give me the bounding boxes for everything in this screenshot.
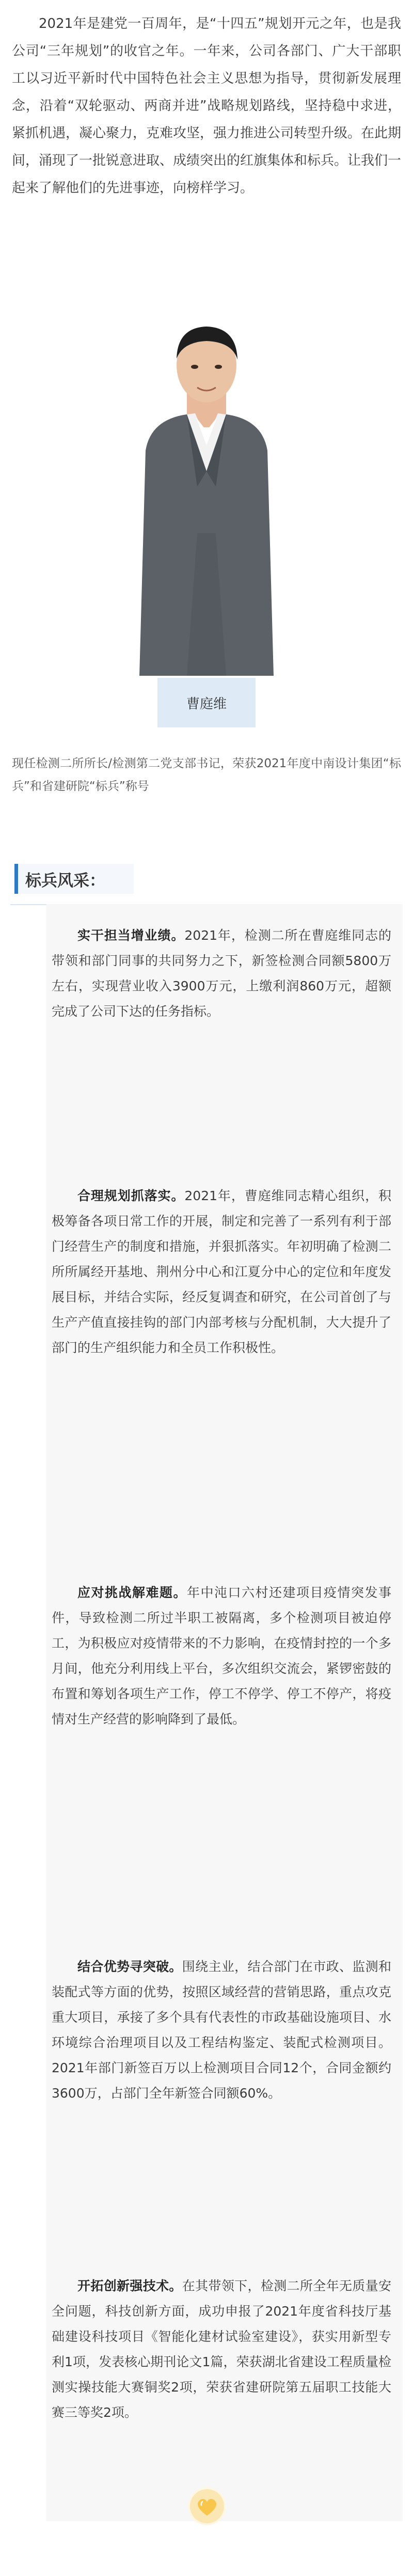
paragraph-text: 在其带领下，检测二所全年无质量安全问题，科技创新方面，成功申报了2021年度省科技厅基础建设科技项目《智能化建材试验室建设》，获实用新型专利1项，发表核心期刊论文1篇，荣获湖北省建设工程质量检测实操技能大赛铜奖2项，荣获省建研院第五届职工技能大赛三等奖2项。 xyxy=(52,2278,391,2420)
person-name: 曹庭维 xyxy=(186,696,227,712)
paragraph-performance xyxy=(52,923,391,1024)
heart-icon[interactable] xyxy=(187,2486,227,2526)
portrait-photo xyxy=(135,316,278,676)
paragraph-lead: 开拓创新强技术。 xyxy=(77,2278,182,2293)
section-tab xyxy=(14,864,134,894)
name-card xyxy=(157,678,256,727)
paragraph-lead: 结合优势寻突破。 xyxy=(77,1959,182,1974)
paragraph-lead: 实干担当增业绩。 xyxy=(77,928,185,943)
profile-caption: 现任检测二所所长/检测第二党支部书记，荣获2021年度中南设计集团“标兵”和省建研院“标兵”称号 xyxy=(12,757,401,793)
paragraph-planning xyxy=(52,1183,391,1360)
paragraph-lead: 合理规划抓落实。 xyxy=(77,1188,185,1203)
paragraph-innovation xyxy=(52,2273,391,2425)
paragraph-text: 围绕主业，结合部门在市政、监测和装配式等方面的优势，按照区域经营的营销思路，重点攻克重大项目，承接了多个具有代表性的市政基础设施项目、水环境综合治理项目以及工程结构鉴定、装配式检测项目。2021年部门新签百万以上检测项目合同12个，合同金额约3600万，占部门全年新签合同额60%。 xyxy=(52,1959,391,2101)
paragraph-lead: 应对挑战解难题。 xyxy=(77,1585,187,1600)
paragraph-challenges xyxy=(52,1580,391,1732)
paragraph-text: 年中沌口六村还建项目疫情突发事件，导致检测二所过半职工被隔离，多个检测项目被迫停工，为积极应对疫情带来的不力影响，在疫情封控的一个多月间，他充分利用线上平台，多次组织交流会，紧锣密鼓的布置和筹划各项生产工作，停工不停学、停工不停产，将疫情对生产经营的影响降到了最低。 xyxy=(52,1585,391,1727)
paragraph-breakthrough xyxy=(52,1954,391,2106)
section-tab-label: 标兵风采： xyxy=(25,871,105,890)
paragraph-text: 2021年，检测二所在曹庭维同志的带领和部门同事的共同努力之下，新签检测合同额5800万左右，实现营业收入3900万元，上缴利润860万元，超额完成了公司下达的任务指标。 xyxy=(52,928,391,1019)
paragraph-text: 2021年，曹庭维同志精心组织，积极筹备各项日常工作的开展，制定和完善了一系列有利于部门经营生产的制度和措施，并狠抓落实。年初明确了检测二所所属经开基地、荆州分中心和江夏分中心的定位和年度发展目标，并结合实际，经反复调查和研究，在公司首创了与生产产值直接挂钩的部门内部考核与分配机制，大大提升了部门的生产组织能力和全员工作积极性。 xyxy=(52,1188,391,1355)
intro-paragraph: 2021年是建党一百周年，是“十四五”规划开元之年，也是我公司“三年规划”的收官之年。一年来，公司各部门、广大干部职工以习近平新时代中国特色社会主义思想为指导，贯彻新发展理念，沿着“双轮驱动、两商并进”战略规划路线，坚持稳中求进，紧抓机遇，凝心聚力，克难攻坚，强力推进公司转型升级。在此期间，涌现了一批锐意进取、成绩突出的红旗集体和标兵。让我们一起来了解他们的先进事迹，向榜样学习。 xyxy=(12,16,402,196)
